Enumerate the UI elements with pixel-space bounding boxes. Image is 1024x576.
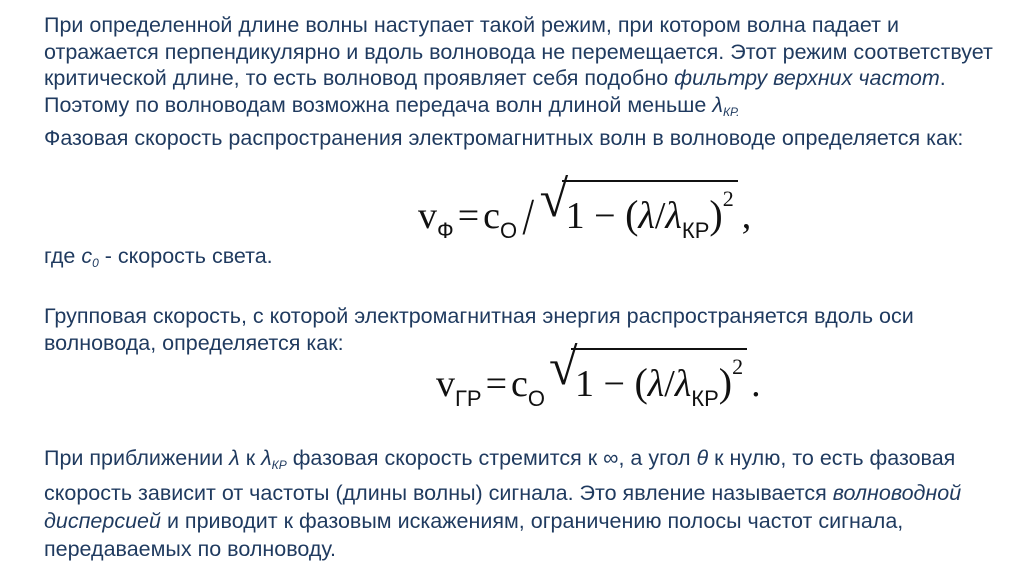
- text-run: Групповая скорость, с которой электромагнитная энергия распространяется вдоль оси волновода, определяется как:: [44, 304, 914, 355]
- lambda-subscript: КР.: [722, 104, 740, 119]
- lambda-kr-symbol: λ: [261, 446, 272, 470]
- sqrt-icon: √: [539, 171, 569, 228]
- sqrt-group: [539, 171, 738, 244]
- formula-c-subscript: О: [500, 218, 518, 243]
- formula-one-minus: 1 −: [565, 195, 626, 237]
- formula-c: c: [511, 363, 528, 405]
- formula-power: 2: [722, 186, 734, 211]
- formula-v-subscript: Ф: [437, 218, 454, 243]
- formula-period: .: [751, 363, 761, 405]
- text-run: , а угол: [618, 446, 697, 470]
- formula-close-paren: ): [718, 360, 733, 405]
- formula-equals: =: [485, 363, 508, 405]
- text-run: . Поэтому по волноводам возможна передача волн длиной меньше: [44, 66, 946, 117]
- text-run: где: [44, 244, 82, 268]
- text-run: к нулю, то есть фазовая скорость зависит от частоты (длины волны) сигнала. Это явление называется: [44, 446, 956, 505]
- formula-open-paren: (: [634, 360, 648, 405]
- text-run: Фазовая скорость распространения электромагнитных волн в волноводе определяется как:: [44, 126, 964, 150]
- text-run: фазовая скорость стремится к: [286, 446, 604, 470]
- formula-lambda: λ: [647, 363, 665, 405]
- infinity-symbol: ∞: [603, 446, 619, 470]
- paragraph-critical-wavelength: [44, 12, 1009, 152]
- formula-v-subscript: ГР: [455, 386, 482, 411]
- formula-lambda-kr: λ: [665, 195, 682, 237]
- formula-lambda: λ: [638, 195, 655, 237]
- c-subscript: 0: [92, 256, 99, 270]
- paragraph-speed-of-light: [44, 243, 1009, 277]
- formula-power: 2: [732, 354, 744, 379]
- sqrt-body: 1 − (λ/λКР)2: [571, 348, 747, 412]
- formula-close-paren: ): [709, 192, 723, 237]
- formula-c-subscript: О: [527, 386, 546, 411]
- phase-velocity-formula: [418, 171, 752, 247]
- formula-lambda-kr-subscript: КР: [681, 218, 710, 243]
- formula-open-paren: (: [625, 192, 639, 237]
- text-run: к: [239, 446, 262, 470]
- formula-v: v: [436, 363, 455, 405]
- c-symbol: c: [81, 244, 93, 268]
- paragraph-dispersion: [44, 444, 1009, 563]
- formula-comma: ,: [741, 195, 752, 237]
- lambda-symbol: λ: [712, 92, 723, 117]
- group-velocity-formula: [436, 339, 761, 412]
- formula-c: c: [483, 195, 501, 237]
- formula-lambda-kr-subscript: КР: [691, 386, 719, 411]
- formula-equals: =: [457, 195, 480, 237]
- lambda-kr-subscript: КР: [271, 458, 287, 472]
- highpass-filter-term: фильтру верхних частот: [674, 66, 940, 90]
- text-run: При приближении: [44, 446, 230, 470]
- sqrt-group: [549, 339, 747, 412]
- lambda-symbol: λ: [229, 446, 240, 470]
- sqrt-body: 1 − (λ/λКР)2: [562, 180, 738, 244]
- text-run: и приводит к фазовым искажениям, ограничению полосы частот сигнала, передаваемых по волноводу.: [44, 509, 904, 561]
- text-run: При определенной длине волны наступает такой режим, при котором волна падает и отражается перпендикулярно и вдоль волновода не перемещается. Этот режим соответствует критической длине, то есть волновод проявляет себя подобно: [44, 13, 993, 90]
- formula-lambda-kr: λ: [674, 363, 692, 405]
- text-run: - скорость света.: [98, 244, 273, 268]
- division-slash-icon: /: [522, 189, 535, 246]
- waveguide-dispersion-term: волноводной дисперсией: [44, 481, 962, 533]
- theta-symbol: θ: [696, 446, 709, 470]
- sqrt-icon: √: [549, 339, 578, 396]
- formula-v: v: [418, 195, 437, 237]
- formula-one-minus: 1 −: [575, 363, 635, 405]
